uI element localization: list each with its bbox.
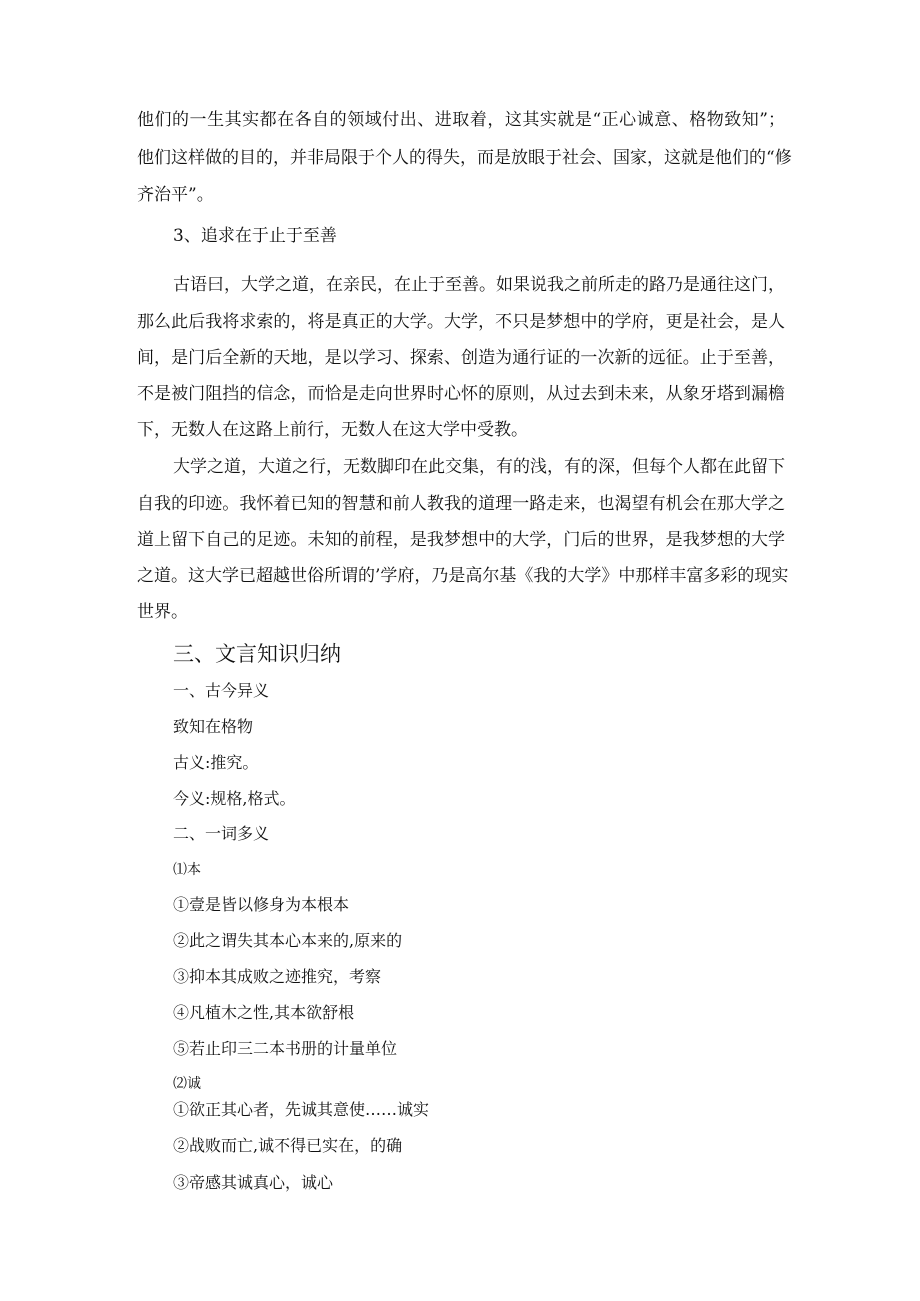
paragraph-line: 那么此后我将求索的，将是真正的大学。大学，不只是梦想中的学府，更是社会，是人 [137,312,785,332]
phrase: 致知在格物 [173,717,254,736]
paragraph-line: 自我的印迹。我怀着已知的智慧和前人教我的道理一路走来，也渴望有机会在那大学之 [137,494,785,514]
part-title: 二、一词多义 [173,824,270,843]
list-item: ④凡植木之性,其本欲舒根 [173,1003,355,1022]
ancient-meaning: 古义:推究。 [173,753,259,772]
word-label: ⑴本 [173,862,201,878]
paragraph-line: 他们的一生其实都在各自的领域付出、进取着，这其实就是“正心诚意、格物致知”； [137,110,785,130]
part-title: 一、古今异义 [173,681,270,700]
paragraph-line: 间，是门后全新的天地，是以学习、探索、创造为通行证的一次新的远征。止于至善， [137,348,785,368]
paragraph-line: 他们这样做的目的，并非局限于个人的得失，而是放眼于社会、国家，这就是他们的“修 [137,148,792,168]
modern-meaning: 今义:规格,格式。 [173,789,296,808]
list-item: ③抑本其成败之迹推究，考察 [173,967,382,986]
paragraph-line: 大学之道，大道之行，无数脚印在此交集，有的浅，有的深，但每个人都在此留下 [173,457,785,477]
list-item: ③帝感其诚真心，诚心 [173,1173,334,1192]
list-item: ②此之谓失其本心本来的,原来的 [173,931,403,950]
list-item: ①欲正其心者，先诚其意使……诚实 [173,1100,430,1119]
word-label: ⑵诚 [173,1076,201,1092]
paragraph-line: 之道。这大学已超越世俗所谓的’学府，乃是高尔基《我的大学》中那样丰富多彩的现实 [137,566,789,586]
paragraph-line: 世界。 [137,602,188,622]
paragraph-line: 古语曰，大学之道，在亲民，在止于至善。如果说我之前所走的路乃是通往这门， [173,275,785,295]
paragraph-line: 道上留下自己的足迹。未知的前程，是我梦想中的大学，门后的世界，是我梦想的大学 [137,530,785,550]
paragraph-line: 不是被门阻挡的信念，而恰是走向世界时心怀的原则，从过去到未来，从象牙塔到漏檐 [137,384,785,404]
subheading: 3、追求在于止于至善 [173,226,337,246]
paragraph-line: 下，无数人在这路上前行，无数人在这大学中受教。 [137,420,528,440]
list-item: ⑤若止印三二本书册的计量单位 [173,1039,398,1058]
paragraph-line: 齐治平”。 [137,185,214,205]
section-title: 三、文言知识归纳 [173,642,341,666]
list-item: ①壹是皆以修身为本根本 [173,895,350,914]
list-item: ②战败而亡,诚不得已实在，的确 [173,1136,403,1155]
